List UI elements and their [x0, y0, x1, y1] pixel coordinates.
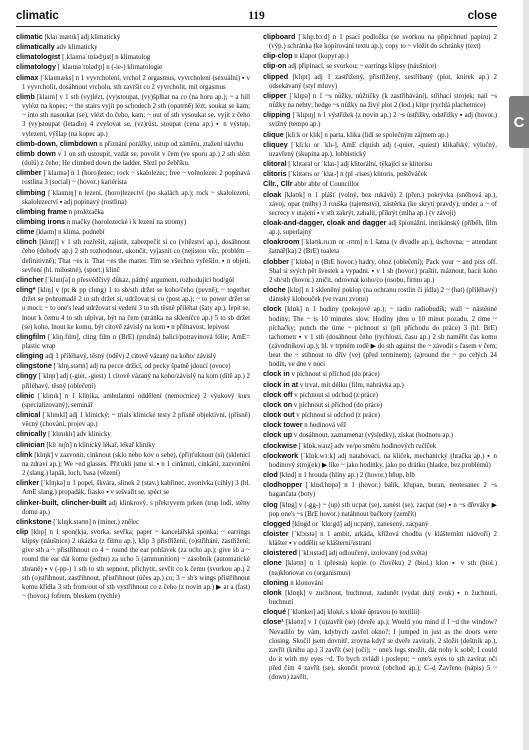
- dictionary-entry: [263, 91, 497, 110]
- headword: Cllr., Cllr: [263, 179, 293, 189]
- dictionary-entry: [16, 168, 250, 187]
- entry-definition: n klonování: [288, 579, 324, 587]
- dictionary-entry: [263, 451, 497, 470]
- headword: clinician: [16, 439, 45, 449]
- headword: clinkstone: [16, 516, 52, 526]
- headword: clipped: [263, 71, 289, 81]
- entry-definition: [ˈklɒd.hɒpə] n 1 (hovor.) balík, křupan, buran, neotesanec 2 ~s bagančata (boty): [269, 482, 497, 499]
- dictionary-entry: [16, 351, 250, 361]
- dictionary-entry: [263, 500, 497, 519]
- headword: clock in at: [263, 379, 299, 389]
- headword: close¹: [263, 617, 284, 627]
- entry-definition: [ˈklɪnɪklɪ] adv klinicky: [46, 431, 111, 439]
- dictionary-entry: [16, 361, 250, 371]
- dictionary-entry: [16, 62, 250, 72]
- dictionary-entry: [16, 237, 250, 275]
- entry-definition: [klɒŋk] v zuchnout, buchnout, zadunět (vydat dutý zvuk) ▪ n žuchnutí, buchnutí: [269, 589, 497, 607]
- entry-definition: [klɪntʃ] v 1 sth rozřešit, zajistit, zabezpečit si co (vítězství ap.), dosáhnout čeho (dohody ap.) 2 sth rozhodnout, ukončit, vyjasnit co (nejistou věc, problém – definitivně); That ~es it. That ~es the matter. Tím se všechno vyřešilo. ▪ n objetí, sevření (hl. milostné), (sport.) klinč: [22, 239, 250, 274]
- headword: clinker: [16, 478, 40, 488]
- headword: clock on: [263, 399, 293, 409]
- entry-definition: [ˈklɔɪstə] n 1 ambit, arkáda, křížová chodba (v klášterním nádvoří) 2 klášter ▪ v oddělit se klášterní/ustraní: [269, 530, 497, 548]
- entry-definition: n prolézačka: [67, 208, 104, 216]
- headword: clog: [263, 499, 278, 509]
- entry-definition: [kləʊn] n 1 (přesná) kopie (o člověku) 2 (biol.) klon ▪ v sth (biol.) (na)klonovat co (organismus): [269, 560, 497, 577]
- headword: clock: [263, 304, 282, 314]
- entry-definition: [klaɪˈmætɪk] adj klimatický: [42, 34, 121, 41]
- entry-definition: [kləʊk] n 1 plášť (volný, bez rukávů) 2 (přen.) pokrývka (sněhová ap.), závoj, opar (mlhy) 3 rouška (tajemství), zástěrka (ke skrytí pravdy); under a ~ of secrecy v utajení ▪ v sth zakrýt, zahalit, příkrýt (mlha ap.) (v závoji): [269, 191, 497, 217]
- headword: clock in: [263, 369, 290, 379]
- headword: clip-on: [263, 61, 287, 71]
- entry-definition: [ˈklɪŋ.fɪlm], cling film n (BrE) (pružná) balicí/potravinová fólie; AmE= plastic wrap: [22, 333, 250, 350]
- dictionary-entry: [16, 32, 250, 42]
- dictionary-entry: [16, 52, 250, 62]
- headword: climb down: [16, 148, 56, 158]
- dictionary-entry: [263, 179, 497, 189]
- headword: climbing frame: [16, 206, 68, 216]
- dictionary-entry: [263, 400, 497, 410]
- headword: clodhopper: [263, 480, 303, 490]
- entry-definition: [ˈklɪŋɪ] adj (-gier, -giest) 1 citově vázaný na koho/závislý na kom (dítě ap.) 2 přiléhavý, těsný (oblečení): [22, 373, 250, 390]
- entry-definition: [klɒgd or ˈklɑːgd] adj ucpaný, zanesený, zacpaný: [290, 520, 429, 528]
- dictionary-entry: [16, 42, 250, 52]
- headword: clone: [263, 558, 282, 568]
- headword: cloister: [263, 528, 289, 538]
- headword: clitoral: [263, 159, 287, 169]
- dictionary-entry: [16, 332, 250, 351]
- headword: clink: [16, 449, 33, 459]
- entry-definition: [ˈklaɪmɪŋ] n lezení, (horo)lezectví (po skalách ap.); rock ~ skalolezení, skalolezectví ▪ adj popínavý (rostlina): [22, 189, 250, 206]
- headword: clock tower: [263, 420, 303, 430]
- entry-definition: [ˈklɪŋkə] n 1 popel, škvára, slinek 2 (stav.) kabřinec, zvonivka (cihly) 3 (hl. AmE slang.) propadák, fiasko ▪ v sešvařit se, spéct se: [22, 480, 250, 497]
- entry-definition: [ˈklɪpə] n 1 ~s nůžky, nůžtičky (k zastřihávání), střihací strojek; nail ~s nůžky na nehty; hedge ~s nůžky na živý plot 2 (lod.) klipr (rychlá plachetnice): [269, 92, 497, 110]
- page-number: 119: [248, 10, 265, 22]
- left-guide-word: climatic: [16, 10, 59, 22]
- entry-definition: [ˈklɪŋ.stəʊn] adj na pecce držící, od pecky špatně jdoucí (ovoce): [51, 363, 231, 371]
- headword: clinging: [16, 351, 44, 361]
- dictionary-entry: [263, 304, 497, 369]
- headword: cliquey: [263, 139, 288, 149]
- dictionary-entry: [16, 275, 250, 285]
- dictionary-entry: [263, 578, 497, 588]
- headword: clipboard: [263, 32, 296, 41]
- entry-definition: [ˈklɪtərəl or ˈklaɪ-] adj klitorální, týkající se klitorisu: [286, 161, 433, 169]
- headword: climber: [16, 168, 42, 178]
- dictionary-entry: [263, 519, 497, 529]
- headword: clinically: [16, 429, 47, 439]
- headword: clock out: [263, 410, 295, 420]
- entry-definition: n hodinová věž: [302, 422, 347, 430]
- right-column: [263, 32, 497, 744]
- headword: climbing: [16, 187, 46, 197]
- dictionary-entry: [16, 227, 250, 237]
- headword: clinic: [16, 390, 35, 400]
- dictionary-entry: [16, 498, 250, 517]
- headword: clipping: [263, 110, 291, 120]
- dictionary-entry: [263, 218, 497, 237]
- dictionary-entry: [16, 527, 250, 601]
- entry-definition: v píchnout si příchod (do práce): [292, 401, 383, 409]
- running-header: [16, 10, 497, 24]
- dictionary-entry: [263, 380, 497, 390]
- entry-definition: [klɒʃ] n 1 skleněný poklop (na ochranu rostlin či jídla) 2 ~ (hat) (přiléhavý) dámský klobouček (ve tvaru zvonu): [269, 287, 497, 304]
- dictionary-entry: [263, 588, 497, 607]
- dictionary-entry: [263, 285, 497, 304]
- left-column: [16, 32, 250, 744]
- headword: cloche: [263, 285, 286, 295]
- headword: clinical: [16, 410, 41, 420]
- dictionary-entry: [16, 440, 250, 450]
- dictionary-entry: [263, 369, 497, 379]
- entry-definition: [klɪŋk] v zazvonit, cinknout (sklo nebo kov o sebe), (při)ťuknout (si) (sklenicí na zdraví ap.); We ~ed glasses. Přiťukli jsme si. ▪ n 1 cinknutí, cinkání, zazvonění 2 (slang.) lapák, loch, basa (vězení): [22, 451, 250, 478]
- entry-definition: [ˈklɪp.bɔːd] n 1 psací podložka (se svorkou na připíchnutí papíru) 2 (výp.) schránka (ke kopírování textu ap.); copy to ~ vložit do schránky (text): [269, 34, 497, 51]
- headword: clingstone: [16, 361, 52, 371]
- headword: clique: [263, 129, 284, 139]
- right-guide-word: close: [467, 10, 497, 22]
- dictionary-entry: [263, 190, 497, 218]
- entry-definition: [ˈkləʊk.ruːm or -rʊm] n 1 šatna (v divadle ap.), úschovna; ~ attendant šatnář(ka) 2 (BrE) toaleta: [269, 239, 497, 256]
- entry-definition: n mačky (horolezecké i k lezení na stromy): [65, 218, 187, 226]
- dictionary-entry: [263, 130, 497, 140]
- entry-definition: v 1 on sth ustoupit, vzdát se, povolit v čem (ve sporu ap.) 2 sth slézt (dolů) z čeho; He climbed down the ladder. Slezl po žebříku.: [22, 150, 250, 168]
- entry-definition: [klɪŋ] v (pt & pp clung) 1 to sb/sth držet se koho/čeho (pevně); ~ together držet se pohromadě 2 to sth držet si, udržovat si co (post ap.); ~ to power držet se u moci; ~ to one's lead udržovat si vedení 3 to sth těsně přiléhat (šaty ap.), lepit se, lnout k čemu 4 to sth ulpívat, být na čem (stránka na skleničce ap.) 5 to sb držet (se) koho, lnout ke komu, být citově závislý na kom ▪ n přilnavost, lepivost: [22, 287, 250, 331]
- headword: clockwise: [263, 440, 297, 450]
- headword: clingfilm: [16, 331, 46, 341]
- header-rule: [16, 26, 497, 27]
- dictionary-entry: [263, 390, 497, 400]
- dictionary-entry: [263, 72, 497, 91]
- dictionary-entry: [263, 32, 497, 51]
- entry-definition: [ˈkləʊkeɪ] adj kloké, s kloké úpravou (o textilii): [286, 609, 420, 617]
- dictionary-entry: [263, 410, 497, 420]
- dictionary-entry: [16, 450, 250, 478]
- headword: clinker-built, clincher-built: [16, 497, 107, 507]
- dictionary-entry: [263, 140, 497, 159]
- dictionary-entry: [263, 529, 497, 548]
- dictionary-entry: [16, 391, 250, 410]
- dictionary-entry: [16, 217, 250, 227]
- dictionary-entry: [263, 558, 497, 577]
- headword: clockwork: [263, 450, 299, 460]
- entry-definition: v píchnout si odchod (z práce): [292, 391, 378, 399]
- headword: clincher: [16, 274, 44, 284]
- entry-definition: [klɒg] v (-gg-) ~ (up) sth ucpat (se), zanést (se), zacpat (se) ▪ n ~s dřeváky ▶ pop one's ~s (BrE hovor.) natáhnout bačkory (zemřít): [269, 501, 497, 518]
- dictionary-entry: [16, 371, 250, 390]
- dictionary-entry: [263, 607, 497, 617]
- entry-definition: [ˈklaɪmə] n 1 (horo)lezec; rock ~ skalolezec; free ~ volnolezec 2 popínavá rostlina 3 (social) ~ (hovor.) kariérista: [22, 170, 250, 187]
- dictionary-entry: [16, 207, 250, 217]
- dictionary-entry: [263, 237, 497, 256]
- headword: clogged: [263, 518, 291, 528]
- entry-definition: v píchnout si odchod (z práce): [294, 412, 380, 420]
- dictionary-entry: [263, 110, 497, 129]
- dictionary-entry: [16, 139, 250, 149]
- dictionary-entry: [263, 61, 497, 71]
- entry-definition: [klɒk] n 1 hodiny (pokojové ap.); ~ radio radiobudík; wall ~ nástěnné hodiny; The ~ is 10 minutes slow. Hodiny jdou o 10 minut pozadu. 2 time ~ píchačky; punch the time ~ píchnout si (při příchodu do práce) 3 (hl. BrE) tachometr ▪ v 1 sth (dosáhnout čeho (rychlosti, času ap.) 2 sb naměřit čas komu (závodníkovi ap.); hl. v trpném rodě ▶ do sth against the ~ závodit s časem v čem; beat the ~ stihnout to dřív (ve) (před termínem); (a)round the ~ po celých 24 hodin, ve dne v noci: [269, 306, 497, 369]
- entry-definition: adj připínací, se svorkou; ~ earrings klipsy (náušnice): [286, 63, 437, 71]
- headword: cloning: [263, 577, 289, 587]
- entry-definition: [ˌklaɪməˈtɒlədʒɪst] n klimatolog: [60, 54, 151, 62]
- entry-definition: [ˌklaɪməˈtɒlədʒɪ] n (-ie-) klimatologie: [55, 64, 163, 72]
- headword: clime: [16, 227, 35, 237]
- dictionary-entry: [263, 617, 497, 682]
- headword: clingy: [16, 371, 37, 381]
- entry-definition: v dosáhnout, zaznamenat (výsledky), získat (hodnotu ap.): [292, 432, 453, 440]
- entry-definition: [klaɪm] n klima, podnebí: [34, 229, 105, 237]
- entry-definition: [ˈklɪŋk.stəʊn] n (miner.) znělec: [51, 518, 140, 526]
- entry-definition: [ˈklɒk.waɪz] adv ve/po směru hodinových ručiček: [296, 442, 437, 450]
- dictionary-entry: [16, 73, 250, 92]
- headword: climatic: [16, 32, 43, 41]
- entry-definition: n přiznání porážky, ustup od záměru, ztažení návrhu: [97, 140, 244, 148]
- dictionary-entry: [16, 149, 250, 168]
- entry-definition: [ˈklɒbə] n (BrE hovor.) hadry, ohoz (oblečení); Pack your ~ and piss off. Sbal si svých pět švestek a vypadni. ▪ v 1 sb (hovor.) praštit, máznout, bacit koho 2 sb/sth (hovor.) zničit, odrovnat koho/co (osobu, firmu ap.): [269, 258, 497, 284]
- headword: cloqué: [263, 607, 287, 617]
- headword: climb: [16, 91, 35, 101]
- headword: cling*: [16, 285, 36, 295]
- entry-definition: abbr abbr of Councillor: [292, 181, 360, 189]
- dictionary-entry: [263, 548, 497, 558]
- dictionary-entry: [16, 478, 250, 497]
- dictionary-entry: [263, 420, 497, 430]
- entry-definition: [ˈkliːkɪ or ˈklɪ-], AmE clquish adj (-quier, -quiest) klikařský, výlučný, uzavřený (skupina ap.), lobbistický: [269, 141, 497, 158]
- entry-definition: [ˈklaɪmæks] n 1 vyvrcholení, vrchol 2 orgasmus, vyvrcholení (sexuální) ▪ v 1 vyvrcholit, dosáhnout vrcholu, sth završit co 2 vyvrcholit, mít orgasmus: [22, 74, 250, 91]
- dictionary-entry: [263, 169, 497, 179]
- entry-definition: [ˈklɪnɪkl] adj 1 klinický; ~ trials klinické testy 2 přísně objektivní, (přísně) věcný (chování, projev ap.): [22, 412, 250, 429]
- entry-definition: [ˈklɪnɪk] n 1 klinika, ambulantní oddělení (nemocnice) 2 výukový kurs (specializovaný), seminář: [22, 392, 250, 409]
- headword: clock off: [263, 389, 293, 399]
- dictionary-entry: [263, 159, 497, 169]
- dictionary-entry: [16, 188, 250, 207]
- entry-definition: [ˈklɪntʃə] n přesvědčivý důkaz, pádný argument, rozhodující bod/gól: [43, 276, 235, 284]
- headword: clock up: [263, 430, 293, 440]
- entry-definition: [ˈklɔɪstəd] adj odloučený, izolovaný (od světa): [296, 550, 428, 558]
- entry-definition: [klɪˈnɪʃn] n klinický lékař, lékař kliniky: [44, 441, 156, 449]
- entry-definition: [klaɪm] v 1 sth (vy)lézt, (vy)stoupat, (vy)šplhat na co (na horu ap.); ~ a hill vylézt na kopec; ~ the stairs vyjít po schodech 2 sth (opatrně) lézt, soukat se kam; ~ into sth nasoukat (se), vlézt do čeho, kam; ~ out of sth vysoukat se, vyjít z čeho 3 (vy)stoupat (letadlo) 4 zvyšovat se, (vz)růst, stoupat (cena ap.) ▪ n výstup, vylezení, výšlap (na kopec ap.): [22, 93, 250, 138]
- dictionary-entry: [16, 429, 250, 439]
- headword: clip: [16, 526, 29, 536]
- headword: clipper: [263, 90, 287, 100]
- dictionary-entry: [16, 410, 250, 429]
- headword: clod: [263, 470, 278, 480]
- entry-definition: adj špionážní, intrikánský (příběh, film ap.), superlajný: [269, 219, 497, 237]
- dictionary-entry: [16, 285, 250, 332]
- entry-definition: [ˈklɪpɪŋ] n 1 výstřižek (z novin ap.) 2 ~s ústřižky, odstřižky ▪ adj (hovor.) svižný (tempo ap.): [269, 112, 497, 129]
- headword: clinch: [16, 237, 37, 247]
- dictionary-entry: [16, 517, 250, 527]
- entry-definition: [kliːk or klɪk] n parta, klika (lidí se společným zájmem ap.): [283, 131, 449, 139]
- entry-definition: [kləʊz] v 1 (u)zavřít (se) (dveře ap.); Would you mind if I ~d the window? Nevadilo by vám, kdybych zavřel okno?; I jumped in just as the doors were closing. Skočil jsem dovnitř, zrovna když se dveře zavíraly. 2 složit (deštník ap.), zavřít (knihu ap.) 3 zavřít (se) (oči); ~ one's legs snožit, dát nohy k sobě; I could do it with my eyes ~d. To bych zvládl i poslepu; ~ one's eyes to sth zavírat oči před čím 4 zavřít (se), skončit provoz (obchod ap.); C–d Zavřeno (nápis) 5 ~ (down) zavřít,: [269, 619, 497, 682]
- entry-definition: [klɒd] n 1 hrouda (hlíny ap.) 2 (hovor.) hňup, blb: [277, 472, 415, 480]
- dictionary-entry: [263, 51, 497, 61]
- entry-definition: [ˈklɪtərɪs or ˈklaɪ-] n (pl -rises) klitoris, poštěváček: [286, 171, 428, 179]
- headword: clitoris: [263, 169, 287, 179]
- dictionary-entry: [263, 257, 497, 285]
- dictionary-entry: [263, 480, 497, 499]
- headword: climatically: [16, 42, 55, 52]
- headword: clonk: [263, 587, 282, 597]
- entry-definition: v trvat, mít délku (film, nahrávka ap.): [298, 381, 404, 389]
- entry-definition: adj 1 přiléhavý, těsný (oděv) 2 citově vázaný na koho/ závislý: [43, 353, 217, 361]
- entry-definition: v píchnout si příchod (do práce): [289, 371, 380, 379]
- entry-definition: n klapot (kopyt ap.): [292, 53, 349, 61]
- headword: clobber: [263, 256, 289, 266]
- headword: climbing irons: [16, 216, 66, 226]
- entry-definition: [klɪpt] adj 1 zastřižený, přistřižený, sestřihaný (plot, knírek ap.) 2 odsekávaný (styl mluvy): [269, 73, 497, 90]
- entry-definition: [klɪp] n 1 spon(k)a, svorka, sevřka; paper ~ kancelářská sponka; ~ earrings klipsy (náušnice) 2 ukázka (z filmu ap.), klip 3 přistřižení, (o)střihání, zastřižení; give sth a ~ přistřihnout co 4 ~ round the ear pohlavek (za ucho ap.); give sb a ~ round the ear dát komu (jednu) za ucho 5 (ammunition) ~ zásobník (automatické zbraně) ▪ v (-pp-) 1 sth to sth sepnout, přichytit, sevřít co k čemu (svorkou ap.) 2 sth (o)střihnout, zastřihnout, přistřihnout (účes ap.) co; 3 ~ sb's wings přistřihnout komu křídla 3 sth from/out of sth vystřihnout co z čeho (z novin ap.) ▶ at a (fast) ~ (hovor.) fofrem, bleskem (rychle): [22, 528, 250, 601]
- headword: cloak-and-dagger, cloak and dagger: [263, 217, 387, 227]
- dictionary-entry: [263, 470, 497, 480]
- dictionary-entry: [263, 441, 497, 451]
- entry-definition: [ˈklɒk.wɜːk] adj natahovací, na klíček, mechanický (hračka ap.) ▪ n hodinový stroj(ek) ▶ like ~ jako hodinky, jako po drátku (hladce, bez problémů): [269, 452, 497, 469]
- entry-definition: adj klinkrový, s překryvem prken (trup lodi, stěny domu ap.): [22, 499, 250, 516]
- headword: cloak: [263, 189, 282, 199]
- entry-definition: adv klimaticky: [54, 44, 98, 52]
- headword: clip-clop: [263, 51, 293, 61]
- headword: cloistered: [263, 548, 297, 558]
- headword: cloakroom: [263, 237, 300, 247]
- thumb-index-tab: C: [509, 96, 529, 148]
- dictionary-entry: [263, 430, 497, 440]
- headword: climax: [16, 72, 39, 82]
- headword: climatology: [16, 62, 56, 72]
- dictionary-entry: [16, 92, 250, 139]
- headword: climb-down, climbdown: [16, 138, 98, 148]
- headword: climatologist: [16, 52, 61, 62]
